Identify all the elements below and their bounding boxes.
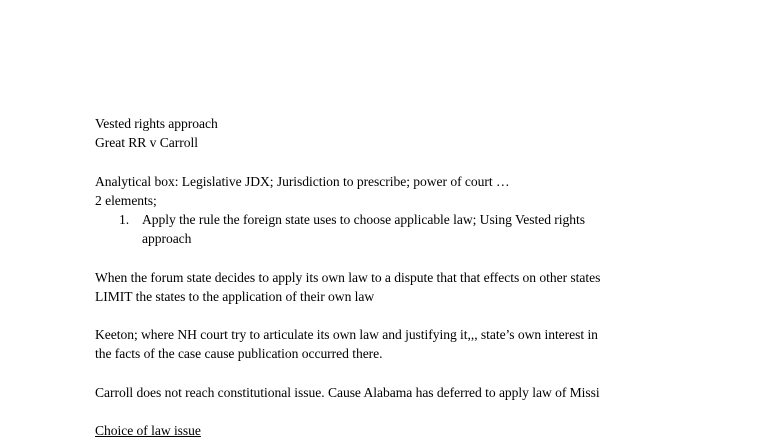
section-heading-choice-of-law: Choice of law issue — [95, 423, 201, 439]
document-body — [95, 114, 735, 440]
list-number: 1. — [119, 212, 130, 227]
paragraph-forum-state-line-2: LIMIT the states to the application of their own law — [95, 288, 375, 304]
heading-vested-rights: Vested rights approach — [95, 116, 218, 131]
list-item-line-2: approach — [142, 231, 192, 247]
paragraph-keeton-line-2: the facts of the case cause publication occurred there. — [95, 346, 383, 362]
analytical-box-text: Analytical box: Legislative JDX; Jurisdiction to prescribe; power of court … — [95, 173, 510, 189]
paragraph-forum-state-line-1: When the forum state decides to apply its own law to a dispute that that effects on other states — [95, 269, 601, 285]
blank-line — [95, 152, 735, 171]
elements-label: 2 elements; — [95, 192, 157, 208]
list-item-line-1: Apply the rule the foreign state uses to choose applicable law; Using Vested rights — [142, 212, 585, 227]
list-item — [95, 210, 735, 248]
blank-line — [95, 402, 735, 421]
blank-line — [95, 306, 735, 325]
blank-line — [95, 364, 735, 383]
blank-line — [95, 248, 735, 267]
paragraph-carroll: Carroll does not reach constitutional issue. Cause Alabama has deferred to apply law of Missi — [95, 384, 600, 400]
heading-case-name: Great RR v Carroll — [95, 135, 198, 151]
paragraph-keeton-line-1: Keeton; where NH court try to articulate its own law and justifying it,,, state’s own interest in — [95, 327, 598, 343]
